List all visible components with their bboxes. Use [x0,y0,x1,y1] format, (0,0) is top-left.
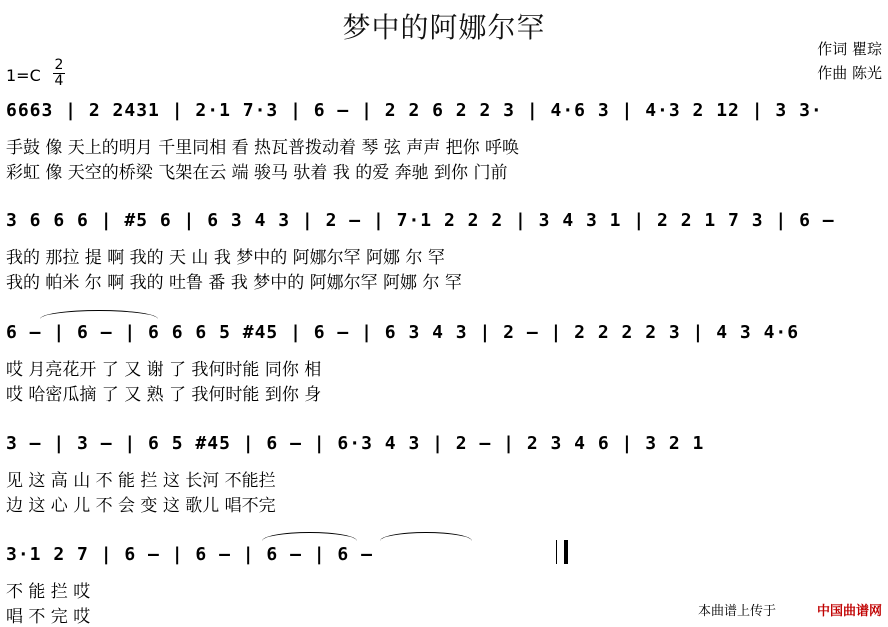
time-signature [53,58,65,89]
time-signature-top: 2 [54,57,64,73]
row-3-notes: 6 – | 6 – | 6 6 6 5 #45 | 6 – | 6 3 4 3 | 2 – | 2 2 2 2 3 | 4 3 4·6 [6,322,800,343]
row-2-lyric-verse-1: 我的 那拉 提 啊 我的 天 山 我 梦中的 阿娜尔罕 阿娜 尔 罕 [6,248,445,268]
row-5-lyric-verse-1: 不 能 拦 哎 [6,582,91,602]
row-5-notes: 3·1 2 7 | 6 – | 6 – | 6 – | 6 – [6,544,373,565]
slur-row-3 [40,310,158,319]
page-title: 梦中的阿娜尔罕 [342,11,546,44]
row-4-notes: 3 – | 3 – | 6 5 #45 | 6 – | 6·3 4 3 | 2 – | 2 3 4 6 | 3 2 1 [6,433,705,454]
final-barline [556,540,568,564]
key-signature: 1=C [6,66,41,85]
row-3-lyric-verse-1: 哎 月亮花开 了 又 谢 了 我何时能 同你 相 [6,360,322,380]
row-1-lyric-verse-1: 手鼓 像 天上的明月 千里同相 看 热瓦普拨动着 琴 弦 声声 把你 呼唤 [6,138,520,158]
row-3-lyric-verse-2: 哎 哈密瓜摘 了 又 熟 了 我何时能 到你 身 [6,385,322,405]
upload-note: 本曲谱上传于 [698,604,777,619]
row-1-notes: 6663 | 2 2431 | 2·1 7·3 | 6 – | 2 2 6 2 2 3 | 4·6 3 | 4·3 2 12 | 3 3· [6,100,823,121]
slur-row-5-a [262,532,357,541]
time-signature-bottom: 4 [54,73,64,89]
composer-credit: 作曲 陈光 [817,64,882,82]
row-2-notes: 3 6 6 6 | #5 6 | 6 3 4 3 | 2 – | 7·1 2 2 2 | 3 4 3 1 | 2 2 1 7 3 | 6 – [6,210,835,231]
row-2-lyric-verse-2: 我的 帕米 尔 啊 我的 吐鲁 番 我 梦中的 阿娜尔罕 阿娜 尔 罕 [6,273,462,293]
row-4-lyric-verse-1: 见 这 高 山 不 能 拦 这 长河 不能拦 [6,471,276,491]
slur-row-5-b [380,532,472,541]
row-5-lyric-verse-2: 唱 不 完 哎 [6,607,91,627]
site-logo: 中国曲谱网 [816,604,882,619]
lyricist-credit: 作词 瞿琮 [817,40,882,58]
row-4-lyric-verse-2: 边 这 心 儿 不 会 变 这 歌儿 唱不完 [6,496,276,516]
row-1-lyric-verse-2: 彩虹 像 天空的桥梁 飞架在云 端 骏马 驮着 我 的爱 奔驰 到你 门前 [6,163,508,183]
